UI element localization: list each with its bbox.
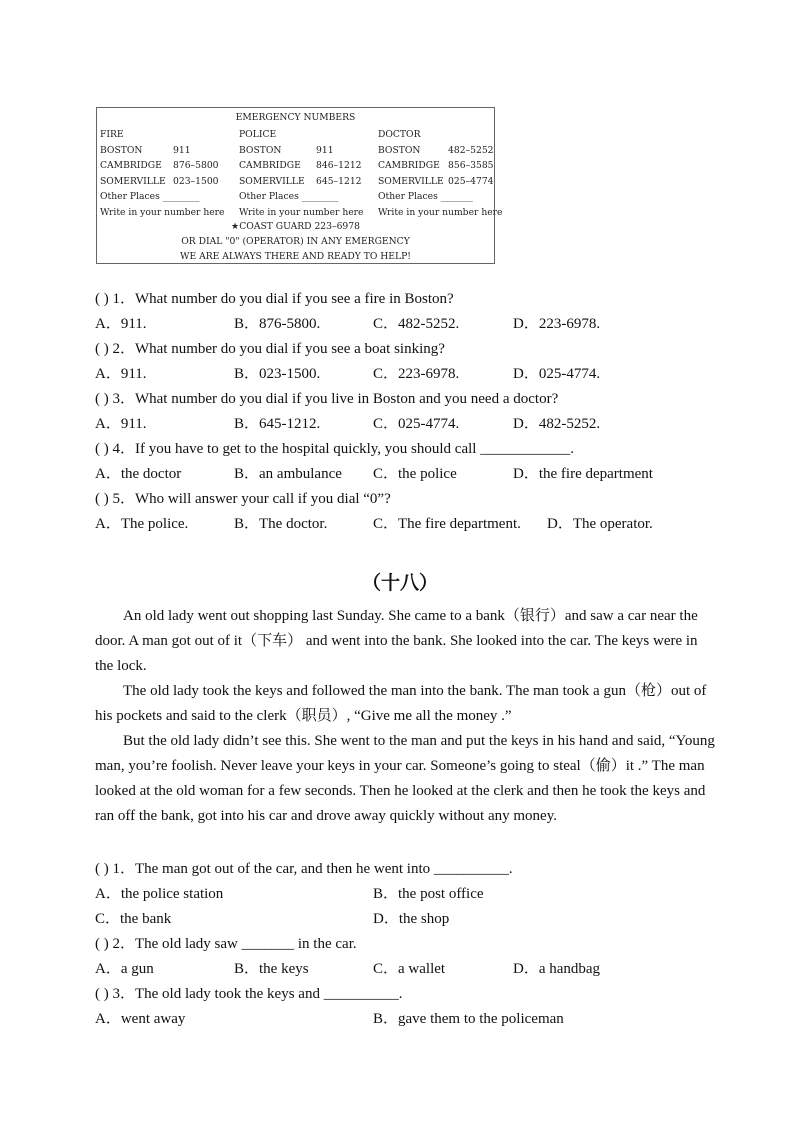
option: B．876-5800. [234, 316, 321, 332]
option: B．The doctor. [234, 516, 328, 532]
number: 911 [316, 144, 334, 156]
coast-guard-line: ★COAST GUARD 223–6978 [231, 221, 360, 232]
option: B．an ambulance [234, 466, 342, 482]
option: A．a gun [95, 961, 154, 977]
question-stem: ( ) 3．The old lady took the keys and __________. [95, 986, 403, 1002]
city: CAMBRIDGE [239, 160, 301, 172]
other-places: Other Places ________ [100, 191, 200, 203]
question-stem: ( ) 2．The old lady saw _______ in the car. [95, 936, 357, 952]
option: C．482-5252. [373, 316, 460, 332]
option: B．023-1500. [234, 366, 321, 382]
police-column [239, 127, 375, 221]
city: SOMERVILLE [239, 175, 305, 187]
number: 645–1212 [316, 175, 362, 187]
question-stem: ( ) 1．The man got out of the car, and then he went into __________. [95, 861, 513, 877]
question-stem: ( ) 4．If you have to get to the hospital quickly, you should call ____________. [95, 441, 574, 457]
option: C．the police [373, 466, 457, 482]
option: B．the keys [234, 961, 309, 977]
city: BOSTON [100, 144, 143, 156]
option: B．645-1212. [234, 416, 321, 432]
option: A．911. [95, 316, 147, 332]
option: D．the fire department [513, 466, 653, 482]
section-heading: （十八） [361, 573, 438, 594]
option: A．went away [95, 1011, 186, 1027]
question-stem: ( ) 1．What number do you dial if you see a fire in Boston? [95, 291, 454, 307]
question-stem: ( ) 3．What number do you dial if you live in Boston and you need a doctor? [95, 391, 559, 407]
option: C．a wallet [373, 961, 446, 977]
doctor-column [378, 127, 514, 221]
option: A．the doctor [95, 466, 182, 482]
passage-paragraph: An old lady went out shopping last Sunday. She came to a bank（银行）and saw a car near the door. A man got out of it（下车） and went into the bank. She looked into the car. The keys were in the lock. [95, 608, 698, 674]
city: BOSTON [239, 144, 282, 156]
option: D．025-4774. [513, 366, 601, 382]
option: A．911. [95, 416, 147, 432]
option: C．The fire department. [373, 516, 521, 532]
option: D．482-5252. [513, 416, 601, 432]
number: 023–1500 [173, 175, 219, 187]
passage-paragraph: But the old lady didn’t see this. She went to the man and put the keys in his hand and said, “Young man, you’re foolish. Never leave your keys in your car. Someone’s going to steal（偷）it .” The man looked at the old woman for a few seconds. Then he looked at the clerk and then he took the keys and ran off the bank, got into his car and drove away quickly without any money. [95, 733, 715, 824]
option: C．025-4774. [373, 416, 460, 432]
option: B．gave them to the policeman [373, 1011, 564, 1027]
option: A．911. [95, 366, 147, 382]
write-number: Write in your number here [239, 206, 364, 218]
passage-paragraph: The old lady took the keys and followed the man into the bank. The man took a gun（枪）out of his pockets and said to the clerk（职员）, “Give me all the money .” [95, 683, 707, 724]
city: BOSTON [378, 144, 421, 156]
emergency-numbers-table [96, 107, 503, 264]
emergency-title: EMERGENCY NUMBERS [235, 112, 356, 123]
other-places: Other Places _______ [378, 191, 473, 203]
number: 911 [173, 144, 191, 156]
option: C．the bank [95, 911, 172, 927]
other-places: Other Places ________ [239, 191, 339, 203]
option: A．the police station [95, 886, 224, 902]
city: CAMBRIDGE [378, 160, 440, 172]
option: D．The operator. [547, 516, 653, 532]
fire-column [100, 127, 236, 221]
option: C．223-6978. [373, 366, 460, 382]
option: D．a handbag [513, 961, 601, 977]
number: 856–3585 [448, 160, 494, 172]
passage [95, 604, 715, 829]
city: SOMERVILLE [378, 175, 444, 187]
question-stem: ( ) 5．Who will answer your call if you dial “0”? [95, 491, 391, 507]
option: D．the shop [373, 911, 450, 927]
city: SOMERVILLE [100, 175, 166, 187]
write-number: Write in your number here [100, 206, 225, 218]
city: CAMBRIDGE [100, 160, 162, 172]
column-header: POLICE [239, 129, 277, 140]
number: 025–4774 [448, 175, 494, 187]
write-number: Write in your number here [378, 206, 503, 218]
question-stem: ( ) 2．What number do you dial if you see a boat sinking? [95, 341, 445, 357]
column-header: FIRE [100, 129, 124, 140]
option: B．the post office [373, 886, 484, 902]
number: 482–5252 [448, 144, 494, 156]
option: A．The police. [95, 516, 189, 532]
option: D．223-6978. [513, 316, 601, 332]
help-line: WE ARE ALWAYS THERE AND READY TO HELP! [180, 251, 411, 262]
operator-line: OR DIAL "0" (OPERATOR) IN ANY EMERGENCY [181, 236, 410, 247]
number: 876–5800 [173, 160, 219, 172]
number: 846–1212 [316, 160, 362, 172]
column-header: DOCTOR [378, 129, 421, 140]
